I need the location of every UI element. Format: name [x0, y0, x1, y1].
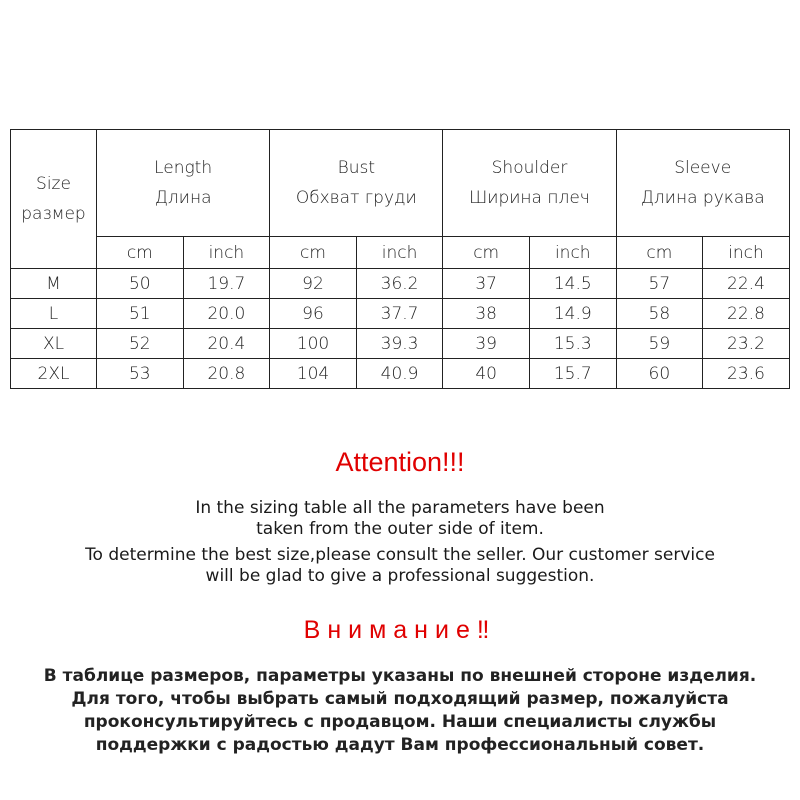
attention-title-ru: Внимание‼ [303, 616, 497, 644]
table-cell: 50 [97, 269, 184, 299]
size-cell: 2XL [11, 359, 97, 389]
bust-header-en: Bust [337, 158, 375, 178]
unit-cell: inch [529, 237, 616, 269]
table-cell: 14.9 [529, 299, 616, 329]
unit-cell: cm [616, 237, 703, 269]
sleeve-header-cell [616, 130, 789, 237]
table-cell: 36.2 [356, 269, 443, 299]
sleeve-header-ru: Длина рукава [640, 188, 765, 208]
size-header-en: Size [36, 174, 71, 194]
bust-header-cell [270, 130, 443, 237]
length-header-ru: Длина [154, 188, 212, 208]
notice-line: проконсультируйтесь с продавцом. Наши специалисты службы [83, 712, 717, 732]
table-cell: 15.3 [529, 329, 616, 359]
table-cell: 15.7 [529, 359, 616, 389]
table-cell: 60 [616, 359, 703, 389]
unit-cell: cm [270, 237, 357, 269]
table-cell: 14.5 [529, 269, 616, 299]
notice-line: will be glad to give a professional suggestion. [205, 566, 595, 586]
notice-line: In the sizing table all the parameters have been [195, 498, 605, 518]
notice-line: To determine the best size,please consult the seller. Our customer service [85, 545, 715, 565]
size-chart-table [10, 129, 790, 389]
table-cell: 59 [616, 329, 703, 359]
table-cell: 37 [443, 269, 530, 299]
table-cell: 20.4 [183, 329, 270, 359]
table-cell: 58 [616, 299, 703, 329]
notice-en-paragraph-2 [0, 545, 800, 587]
table-cell: 22.4 [703, 269, 790, 299]
shoulder-header-ru: Ширина плеч [469, 188, 590, 208]
unit-cell: inch [356, 237, 443, 269]
table-cell: 57 [616, 269, 703, 299]
sleeve-header-en: Sleeve [674, 158, 732, 178]
table-cell: 96 [270, 299, 357, 329]
table-cell: 104 [270, 359, 357, 389]
table-cell: 19.7 [183, 269, 270, 299]
table-cell: 92 [270, 269, 357, 299]
table-row-xl [11, 329, 790, 359]
table-row-m [11, 269, 790, 299]
size-header-cell [11, 130, 97, 269]
notice-ru-paragraph [0, 665, 800, 757]
length-header-en: Length [154, 158, 213, 178]
table-row-2xl [11, 359, 790, 389]
table-cell: 40 [443, 359, 530, 389]
length-header-cell [97, 130, 270, 237]
size-header-ru: размер [21, 204, 86, 224]
table-header-row [11, 130, 790, 237]
notice-line: taken from the outer side of item. [256, 519, 544, 539]
table-cell: 22.8 [703, 299, 790, 329]
size-cell: XL [11, 329, 97, 359]
notice-en-paragraph-1 [0, 498, 800, 540]
table-cell: 23.6 [703, 359, 790, 389]
table-cell: 39 [443, 329, 530, 359]
table-cell: 37.7 [356, 299, 443, 329]
notice-line: поддержки с радостью дадут Вам профессиональный совет. [95, 735, 705, 755]
bust-header-ru: Обхват груди [295, 188, 417, 208]
table-cell: 40.9 [356, 359, 443, 389]
table-cell: 51 [97, 299, 184, 329]
table-row-l [11, 299, 790, 329]
notice-line: Для того, чтобы выбрать самый подходящий размер, пожалуйста [71, 689, 729, 709]
shoulder-header-en: Shoulder [491, 158, 568, 178]
unit-cell: inch [703, 237, 790, 269]
table-cell: 53 [97, 359, 184, 389]
table-cell: 20.0 [183, 299, 270, 329]
unit-row [11, 237, 790, 269]
unit-cell: inch [183, 237, 270, 269]
unit-cell: cm [97, 237, 184, 269]
notice-line: В таблице размеров, параметры указаны по внешней стороне изделия. [43, 666, 757, 686]
unit-cell: cm [443, 237, 530, 269]
size-cell: L [11, 299, 97, 329]
table-cell: 39.3 [356, 329, 443, 359]
shoulder-header-cell [443, 130, 616, 237]
table-cell: 52 [97, 329, 184, 359]
attention-title: Attention!!! [335, 447, 465, 477]
size-cell: M [11, 269, 97, 299]
table-cell: 38 [443, 299, 530, 329]
table-cell: 20.8 [183, 359, 270, 389]
table-cell: 23.2 [703, 329, 790, 359]
table-cell: 100 [270, 329, 357, 359]
